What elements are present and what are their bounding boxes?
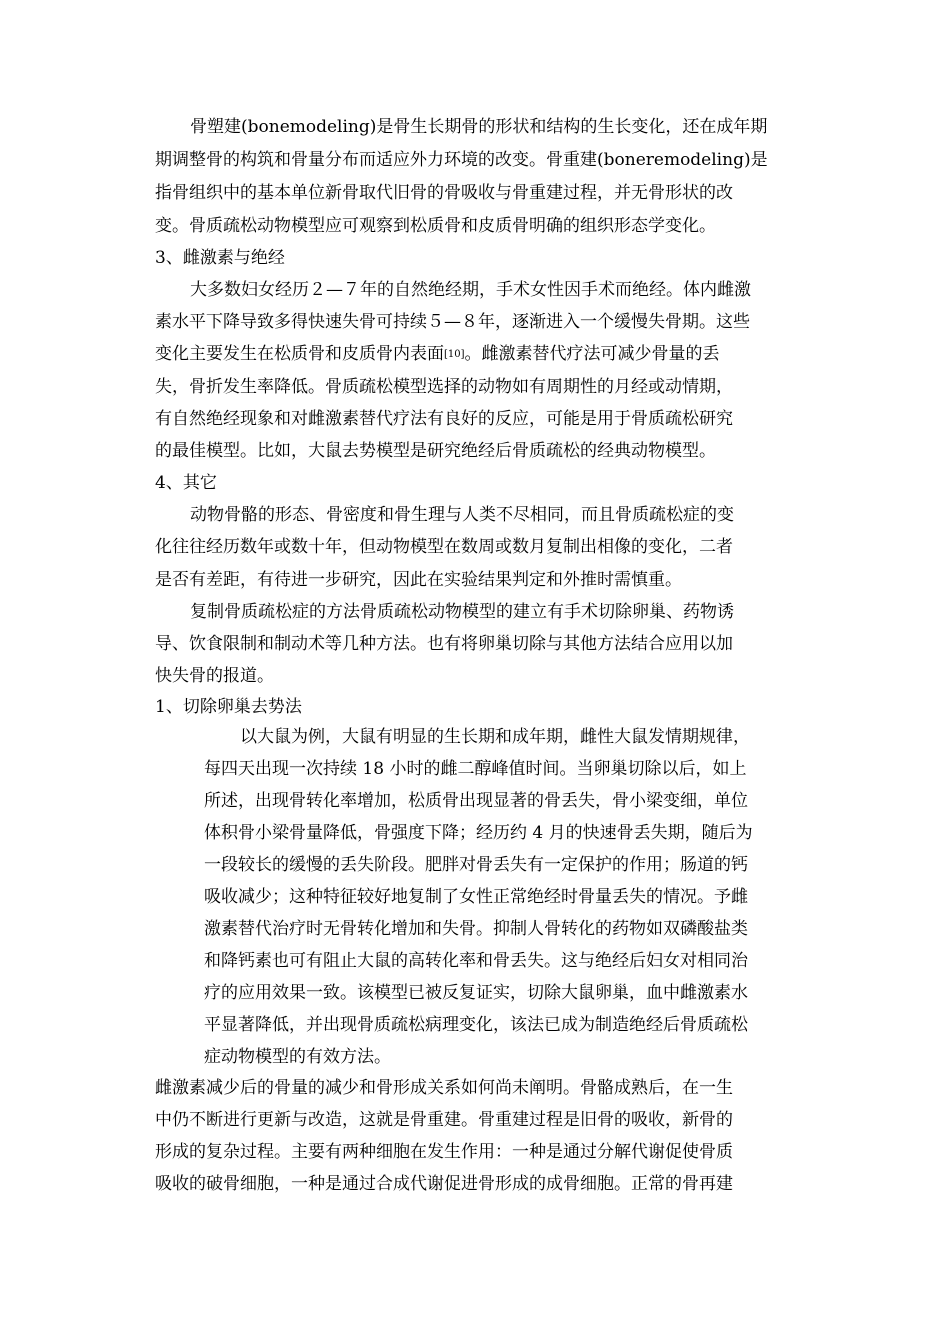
paragraph-line: 体积骨小梁骨量降低，骨强度下降；经历约 4 月的快速骨丢失期，随后为 (204, 823, 753, 843)
paragraph-line: 素水平下降导致多得快速失骨可持续５—８年，逐渐进入一个缓慢失骨期。这些 (155, 312, 750, 332)
paragraph-line: 大多数妇女经历２—７年的自然绝经期，手术女性因手术而绝经。体内雌激 (190, 280, 751, 300)
paragraph-line: 疗的应用效果一致。该模型已被反复证实，切除大鼠卵巢，血中雌激素水 (204, 983, 748, 1003)
paragraph-line: 中仍不断进行更新与改造，这就是骨重建。骨重建过程是旧骨的吸收，新骨的 (155, 1110, 733, 1130)
paragraph-line: 失，骨折发生率降低。骨质疏松模型选择的动物如有周期性的月经或动情期， (155, 377, 733, 397)
citation-reference: [10] (444, 349, 465, 360)
paragraph-line: 吸收的破骨细胞，一种是通过合成代谢促进骨形成的成骨细胞。正常的骨再建 (155, 1174, 733, 1194)
paragraph-line: 每四天出现一次持续 18 小时的雌二醇峰值时间。当卵巢切除以后，如上 (204, 759, 747, 779)
paragraph-line: 和降钙素也可有阻止大鼠的高转化率和骨丢失。这与绝经后妇女对相同治 (204, 951, 748, 971)
paragraph-line: 以大鼠为例，大鼠有明显的生长期和成年期，雌性大鼠发情期规律， (240, 727, 750, 747)
paragraph-line: 期调整骨的构筑和骨量分布而适应外力环境的改变。骨重建(boneremodeling)是 (155, 150, 768, 170)
section-heading: 1、切除卵巢去势法 (155, 697, 302, 717)
paragraph-line: 骨塑建(bonemodeling)是骨生长期骨的形状和结构的生长变化，还在成年期 (190, 117, 768, 137)
paragraph-line: 形成的复杂过程。主要有两种细胞在发生作用：一种是通过分解代谢促使骨质 (155, 1142, 733, 1162)
paragraph-line: 有自然绝经现象和对雌激素替代疗法有良好的反应，可能是用于骨质疏松研究 (155, 409, 733, 429)
paragraph-line: 所述，出现骨转化率增加，松质骨出现显著的骨丢失，骨小梁变细，单位 (204, 791, 748, 811)
paragraph-line: 一段较长的缓慢的丢失阶段。肥胖对骨丢失有一定保护的作用；肠道的钙 (204, 855, 748, 875)
section-heading: 3、雌激素与绝经 (155, 248, 285, 268)
paragraph-line: 变。骨质疏松动物模型应可观察到松质骨和皮质骨明确的组织形态学变化。 (155, 216, 716, 236)
paragraph-line: 雌激素减少后的骨量的减少和骨形成关系如何尚未阐明。骨骼成熟后，在一生 (155, 1078, 733, 1098)
paragraph-line: 激素替代治疗时无骨转化增加和失骨。抑制人骨转化的药物如双磷酸盐类 (204, 919, 748, 939)
line-text: 。雌激素替代疗法可减少骨量的丢 (464, 344, 720, 364)
paragraph-line: 动物骨骼的形态、骨密度和骨生理与人类不尽相同，而且骨质疏松症的变 (190, 505, 734, 525)
paragraph-line: 指骨组织中的基本单位新骨取代旧骨的骨吸收与骨重建过程，并无骨形状的改 (155, 183, 733, 203)
section-heading: 4、其它 (155, 473, 217, 493)
paragraph-line: 是否有差距，有待进一步研究，因此在实验结果判定和外推时需慎重。 (155, 570, 682, 590)
paragraph-line (155, 341, 720, 367)
line-text: 变化主要发生在松质骨和皮质骨内表面 (155, 344, 444, 364)
paragraph-line: 平显著降低，并出现骨质疏松病理变化，该法已成为制造绝经后骨质疏松 (204, 1015, 748, 1035)
paragraph-line: 吸收减少；这种特征较好地复制了女性正常绝经时骨量丢失的情况。予雌 (204, 887, 748, 907)
paragraph-line: 症动物模型的有效方法。 (204, 1047, 391, 1067)
paragraph-line: 化往往经历数年或数十年，但动物模型在数周或数月复制出相像的变化，二者 (155, 537, 733, 557)
paragraph-line: 快失骨的报道。 (155, 666, 274, 686)
paragraph-line: 导、饮食限制和制动术等几种方法。也有将卵巢切除与其他方法结合应用以加 (155, 634, 733, 654)
paragraph-line: 的最佳模型。比如，大鼠去势模型是研究绝经后骨质疏松的经典动物模型。 (155, 441, 716, 461)
paragraph-line: 复制骨质疏松症的方法骨质疏松动物模型的建立有手术切除卵巢、药物诱 (190, 602, 734, 622)
